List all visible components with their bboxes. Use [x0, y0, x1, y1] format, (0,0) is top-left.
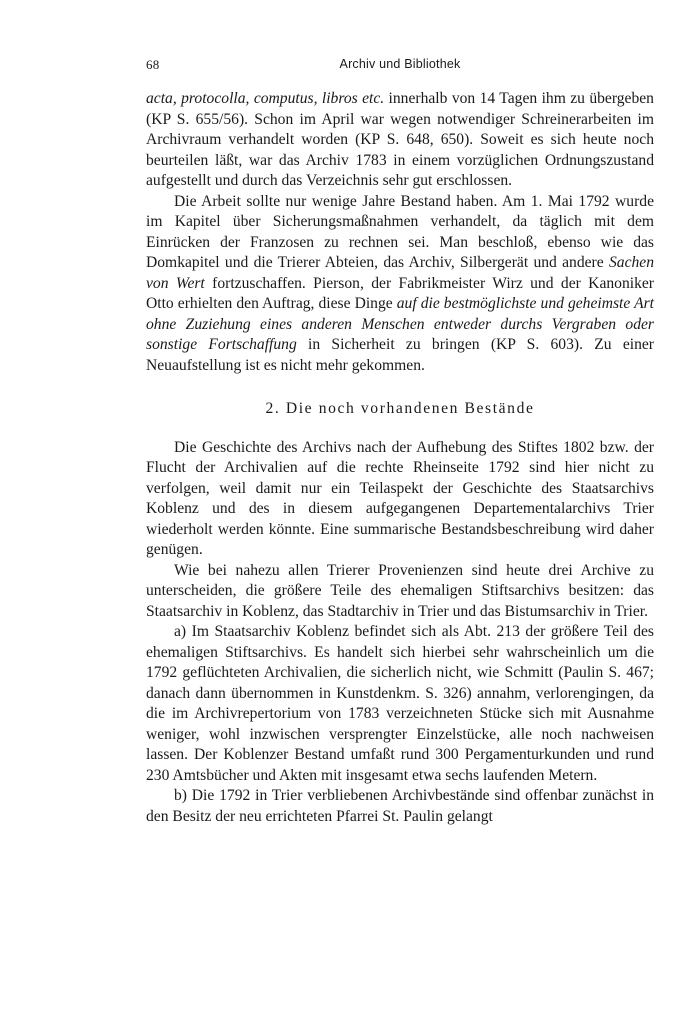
paragraph-6: [146, 786, 654, 827]
text-run: innerhalb von 14 Tagen ihm zu übergeben (KP S. 655/56). Schon im April war wegen notwendiger Schreinerarbeiten im Archivraum verhandelt worden (KP S. 648, 650). Soweit es sich heute noch beurteilen läßt, war das Archiv 1783 in einem vorzüglichen Ordnungszustand aufgestellt und durch das Verzeichnis sehr gut erschlossen.: [146, 90, 654, 189]
text-run: Die Geschichte des Archivs nach der Aufhebung des Stiftes 1802 bzw. der Flucht der Archivalien auf die rechte Rheinseite 1792 sind hier nicht zu verfolgen, weil damit nur ein Teilaspekt der Geschichte des Staatsarchivs Koblenz und des in diesem aufgegangenen Departementalarchivs Trier wiederholt werden könnte. Eine summarische Bestandsbeschreibung wird daher genügen.: [146, 438, 654, 558]
italic-run: auf die bestmöglichste und geheimste Art ohne Zuziehung eines anderen Menschen entweder durchs Vergraben oder sonstige Fortschaffung: [146, 295, 654, 353]
text-run: b) Die 1792 in Trier verbliebenen Archivbestände sind offenbar zunächst in den Besitz der neu errichteten Pfarrei St. Paulin gelangt: [146, 787, 654, 825]
section-heading: 2. Die noch vorhandenen Bestände: [265, 400, 535, 417]
text-run: fortzuschaffen. Pierson, der Fabrikmeister Wirz und der Kanoniker Otto erhielten den Auftrag, diese Dinge: [146, 274, 654, 312]
text-run: Die Arbeit sollte nur wenige Jahre Bestand haben. Am 1. Mai 1792 wurde im Kapitel über Sicherungsmaßnahmen verhandelt, da täglich mit dem Einrücken der Franzosen zu rechnen sei. Man beschloß, ebenso wie das Domkapitel und die Trierer Abteien, das Archiv, Silbergerät und andere: [146, 192, 654, 271]
paragraph-1: [146, 89, 654, 192]
page-number: 68: [146, 57, 160, 72]
text-run: in Sicherheit zu bringen (KP S. 603). Zu einer Neuaufstellung ist es nicht mehr gekommen.: [146, 336, 654, 374]
text-run: a) Im Staatsarchiv Koblenz befindet sich als Abt. 213 der größere Teil des ehemaligen Stiftsarchivs. Es handelt sich hierbei sehr wahrscheinlich um die 1792 geflüchteten Archivalien, die sicherlich nicht, wie Schmitt (Paulin S. 467; danach dann übernommen in Kunstdenkm. S. 326) annahm, verlorengingen, da die im Archivrepertorium von 1783 verzeichneten Stücke sich mit Ausnahme weniger, wohl inzwischen versprengter Einzelstücke, alle noch nachweisen lassen. Der Koblenzer Bestand umfaßt rund 300 Pergamenturkunden und rund 230 Amtsbücher und Akten mit insgesamt etwa sechs laufenden Metern.: [146, 623, 654, 784]
running-title: Archiv und Bibliothek: [339, 57, 461, 71]
paragraph-5: [146, 622, 654, 786]
paragraph-3: [146, 438, 654, 561]
body-text: [146, 89, 654, 827]
italic-run: acta, protocolla, computus, libros etc.: [146, 90, 385, 107]
text-run: Wie bei nahezu allen Trierer Provenienzen sind heute drei Archive zu unterscheiden, die größere Teile des ehemaligen Stiftsarchivs besitzen: das Staatsarchiv in Koblenz, das Stadtarchiv in Trier und das Bistumsarchiv in Trier.: [146, 561, 654, 620]
paragraph-4: [146, 561, 654, 623]
italic-run: Sachen von Wert: [146, 254, 654, 292]
paragraph-2: [146, 192, 654, 377]
